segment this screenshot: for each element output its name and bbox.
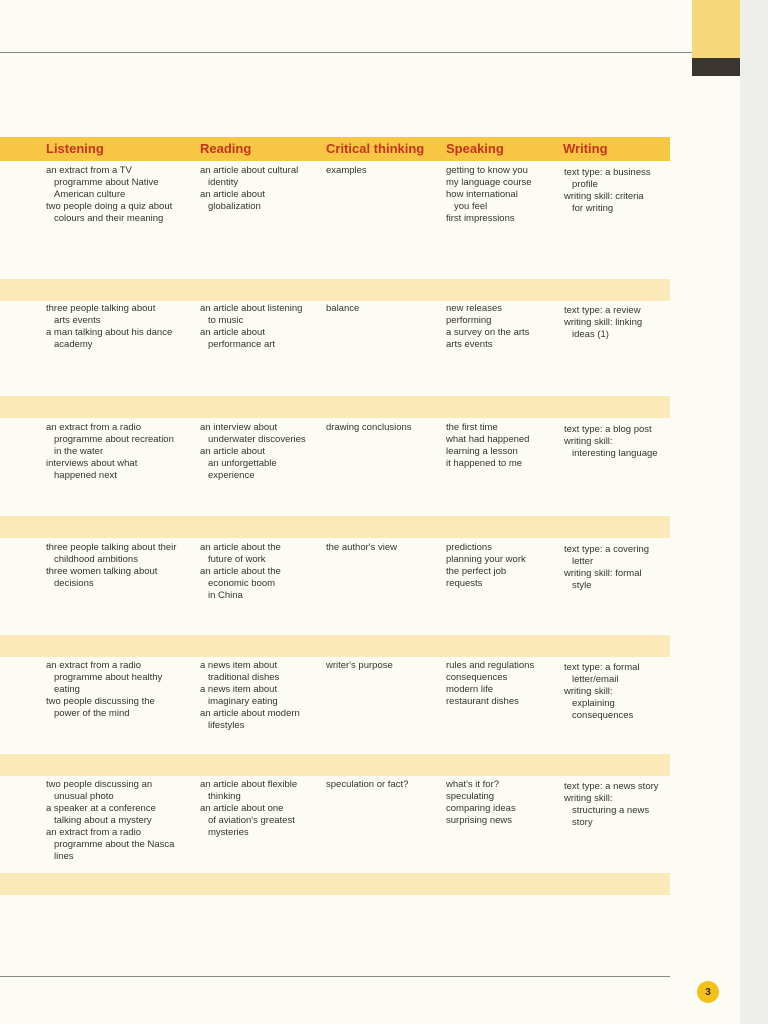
cell-line: two people discussing an xyxy=(46,779,153,790)
cell-line: text type: a formal xyxy=(564,662,640,673)
cell-line: writing skill: formal xyxy=(564,568,642,579)
cell-line: an interview about xyxy=(200,422,278,433)
cell-line: three people talking about xyxy=(46,303,156,314)
table-cell-speaking xyxy=(446,165,532,225)
cell-line: traditional dishes xyxy=(208,672,280,683)
cell-line: arts events xyxy=(446,339,493,350)
table-cell-reading xyxy=(200,660,300,732)
cell-line: writing skill: criteria xyxy=(564,191,644,202)
cell-line: identity xyxy=(208,177,239,188)
row-separator-band xyxy=(0,279,670,301)
cell-line: lines xyxy=(54,851,74,862)
cell-line: writing skill: xyxy=(564,436,613,447)
cell-line: in the water xyxy=(54,446,104,457)
column-header-speaking: Speaking xyxy=(446,141,504,156)
cell-line: thinking xyxy=(208,791,241,802)
bottom-rule xyxy=(0,976,670,977)
cell-line: structuring a news xyxy=(572,805,650,816)
table-cell-critical xyxy=(326,660,393,672)
row-separator-band xyxy=(0,516,670,538)
cell-line: text type: a review xyxy=(564,305,641,316)
table-cell-listening xyxy=(46,779,174,863)
cell-line: balance xyxy=(326,303,360,314)
cell-line: three people talking about their xyxy=(46,542,177,553)
table-cell-speaking xyxy=(446,303,529,351)
cell-line: ideas (1) xyxy=(572,329,609,340)
cell-line: imaginary eating xyxy=(208,696,278,707)
row-separator-band xyxy=(0,635,670,657)
cell-line: programme about recreation xyxy=(54,434,174,445)
table-cell-reading xyxy=(200,165,298,213)
cell-line: what's it for? xyxy=(446,779,500,790)
table-cell-speaking xyxy=(446,660,534,708)
cell-line: an article about flexible xyxy=(200,779,298,790)
cell-line: performing xyxy=(446,315,492,326)
cell-line: new releases xyxy=(446,303,502,314)
row-separator-band xyxy=(0,754,670,776)
row-separator-band xyxy=(0,396,670,418)
cell-line: learning a lesson xyxy=(446,446,518,457)
cell-line: writing skill: linking xyxy=(564,317,643,328)
table-cell-speaking xyxy=(446,542,526,590)
cell-line: text type: a covering xyxy=(564,544,650,555)
cell-line: a speaker at a conference xyxy=(46,803,156,814)
cell-line: an extract from a TV xyxy=(46,165,132,176)
cell-line: what had happened xyxy=(446,434,530,445)
cell-line: an extract from a radio xyxy=(46,827,142,838)
cell-line: writing skill: xyxy=(564,686,613,697)
cell-line: an article about listening xyxy=(200,303,303,314)
cell-line: letter xyxy=(572,556,594,567)
table-cell-critical xyxy=(326,165,367,177)
table-cell-reading xyxy=(200,422,306,482)
table-cell-writing xyxy=(564,167,651,215)
cell-line: consequences xyxy=(572,710,634,721)
cell-line: an extract from a radio xyxy=(46,660,142,671)
cell-line: my language course xyxy=(446,177,532,188)
cell-line: an article about xyxy=(200,189,265,200)
cell-line: an article about modern xyxy=(200,708,300,719)
cell-line: story xyxy=(572,817,593,828)
cell-line: text type: a blog post xyxy=(564,424,652,435)
cell-line: writer's purpose xyxy=(326,660,393,671)
table-cell-critical xyxy=(326,422,412,434)
cell-line: you feel xyxy=(454,201,488,212)
cell-line: interesting language xyxy=(572,448,658,459)
cell-line: the first time xyxy=(446,422,498,433)
cell-line: it happened to me xyxy=(446,458,523,469)
table-cell-writing xyxy=(564,305,642,341)
cell-line: restaurant dishes xyxy=(446,696,519,707)
cell-line: consequences xyxy=(446,672,508,683)
cell-line: economic boom xyxy=(208,578,276,589)
table-cell-listening xyxy=(46,165,172,225)
cell-line: modern life xyxy=(446,684,493,695)
column-header-writing: Writing xyxy=(563,141,608,156)
cell-line: performance art xyxy=(208,339,276,350)
cell-line: academy xyxy=(54,339,93,350)
cell-line: letter/email xyxy=(572,674,619,685)
cell-line: to music xyxy=(208,315,244,326)
table-cell-listening xyxy=(46,660,162,720)
cell-line: first impressions xyxy=(446,213,515,224)
table-cell-writing xyxy=(564,662,640,722)
cell-line: a news item about xyxy=(200,684,278,695)
cell-line: programme about the Nasca xyxy=(54,839,175,850)
table-cell-speaking xyxy=(446,422,529,470)
table-cell-critical xyxy=(326,542,397,554)
cell-line: two people discussing the xyxy=(46,696,155,707)
table-cell-speaking xyxy=(446,779,516,827)
cell-line: arts events xyxy=(54,315,101,326)
cell-line: an article about xyxy=(200,327,265,338)
cell-line: a man talking about his dance xyxy=(46,327,173,338)
row-separator-band xyxy=(0,873,670,895)
cell-line: an article about the xyxy=(200,566,281,577)
cell-line: predictions xyxy=(446,542,492,553)
cell-line: writing skill: xyxy=(564,793,613,804)
page-number-badge: 3 xyxy=(697,981,719,1003)
cell-line: in China xyxy=(208,590,243,601)
cell-line: American culture xyxy=(54,189,126,200)
cell-line: text type: a news story xyxy=(564,781,659,792)
corner-tab-dark xyxy=(692,58,740,76)
cell-line: underwater discoveries xyxy=(208,434,306,445)
cell-line: talking about a mystery xyxy=(54,815,152,826)
table-cell-writing xyxy=(564,424,658,460)
cell-line: text type: a business xyxy=(564,167,651,178)
cell-line: experience xyxy=(208,470,255,481)
cell-line: the perfect job xyxy=(446,566,507,577)
cell-line: lifestyles xyxy=(208,720,245,731)
top-rule xyxy=(0,52,692,53)
table-cell-critical xyxy=(326,303,359,315)
cell-line: requests xyxy=(446,578,483,589)
cell-line: three women talking about xyxy=(46,566,158,577)
cell-line: an article about xyxy=(200,446,265,457)
column-header-listening: Listening xyxy=(46,141,104,156)
cell-line: programme about Native xyxy=(54,177,159,188)
cell-line: getting to know you xyxy=(446,165,528,176)
column-header-critical-thinking: Critical thinking xyxy=(326,141,425,156)
cell-line: eating xyxy=(54,684,80,695)
cell-line: how international xyxy=(446,189,518,200)
table-cell-reading xyxy=(200,303,302,351)
cell-line: explaining xyxy=(572,698,615,709)
cell-line: planning your work xyxy=(446,554,526,565)
cell-line: interviews about what xyxy=(46,458,138,469)
table-header xyxy=(0,137,670,161)
page-edge xyxy=(740,0,768,1024)
cell-line: drawing conclusions xyxy=(326,422,412,433)
cell-line: a news item about xyxy=(200,660,278,671)
cell-line: globalization xyxy=(208,201,261,212)
cell-line: comparing ideas xyxy=(446,803,516,814)
table-cell-reading xyxy=(200,779,297,839)
table-cell-listening xyxy=(46,303,172,351)
cell-line: childhood ambitions xyxy=(54,554,138,565)
cell-line: an article about one xyxy=(200,803,284,814)
cell-line: a survey on the arts xyxy=(446,327,530,338)
table-cell-writing xyxy=(564,544,649,592)
cell-line: programme about healthy xyxy=(54,672,163,683)
cell-line: surprising news xyxy=(446,815,512,826)
cell-line: rules and regulations xyxy=(446,660,535,671)
corner-tab xyxy=(692,0,740,58)
table-cell-writing xyxy=(564,781,659,829)
cell-line: of aviation's greatest xyxy=(208,815,295,826)
cell-line: mysteries xyxy=(208,827,249,838)
cell-line: happened next xyxy=(54,470,117,481)
cell-line: an article about the xyxy=(200,542,281,553)
cell-line: an extract from a radio xyxy=(46,422,142,433)
table-cell-listening xyxy=(46,422,174,482)
cell-line: future of work xyxy=(208,554,266,565)
cell-line: power of the mind xyxy=(54,708,130,719)
cell-line: speculation or fact? xyxy=(326,779,409,790)
cell-line: decisions xyxy=(54,578,94,589)
table-cell-listening xyxy=(46,542,176,590)
cell-line: two people doing a quiz about xyxy=(46,201,173,212)
column-header-reading: Reading xyxy=(200,141,252,156)
cell-line: an article about cultural xyxy=(200,165,299,176)
cell-line: the author's view xyxy=(326,542,397,553)
cell-line: for writing xyxy=(572,203,614,214)
cell-line: style xyxy=(572,580,592,591)
cell-line: unusual photo xyxy=(54,791,114,802)
cell-line: an unforgettable xyxy=(208,458,277,469)
cell-line: colours and their meaning xyxy=(54,213,164,224)
cell-line: profile xyxy=(572,179,598,190)
cell-line: examples xyxy=(326,165,367,176)
table-cell-critical xyxy=(326,779,408,791)
cell-line: speculating xyxy=(446,791,495,802)
table-cell-reading xyxy=(200,542,281,602)
